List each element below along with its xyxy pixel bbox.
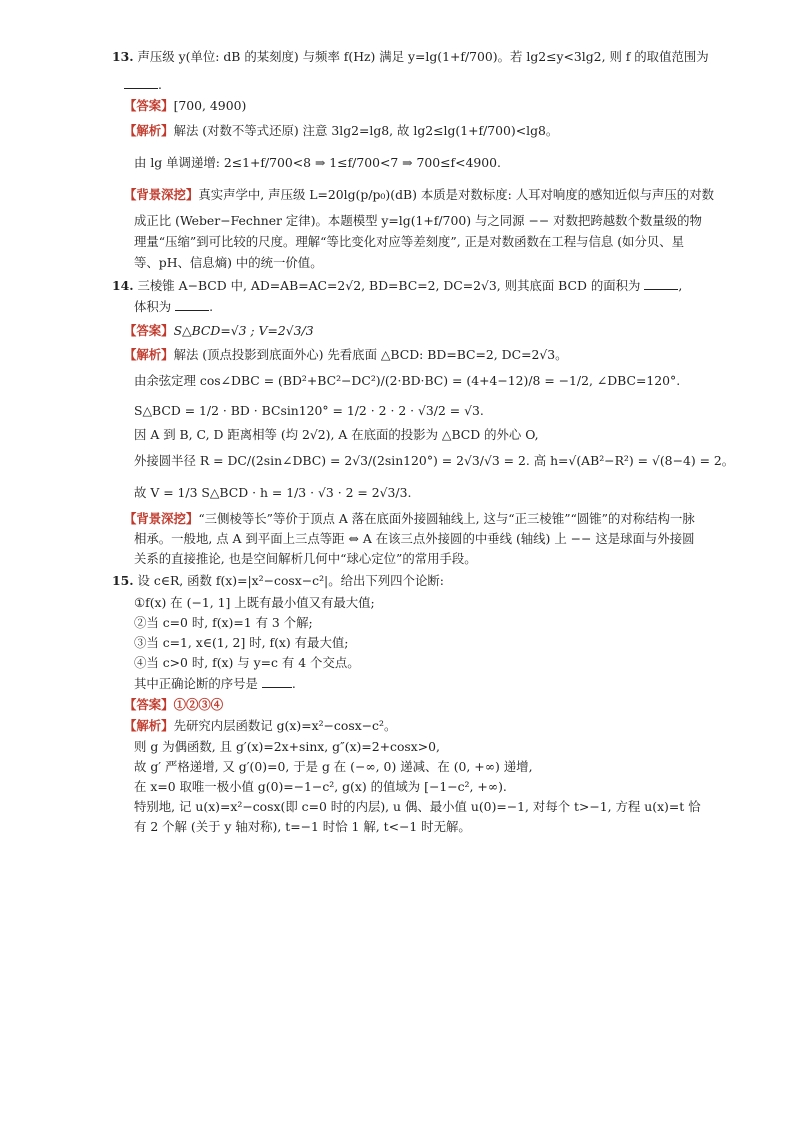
q14-analysis-2: 由余弦定理 cos∠DBC = (BD²+BC²−DC²)/(2·BD·BC) = (4+4−12)/8 = −1/2, ∠DBC=120°. [134, 373, 681, 388]
q15-ask-line: 其中正确论断的序号是 . [134, 676, 296, 691]
q15-analysis-line-2 [134, 738, 440, 756]
q14-area-blank [644, 277, 678, 290]
q14-bg-2: 相承。一般地, 点 A 到平面上三点等距 ⇔ A 在该三点外接圆的中垂线 (轴线) 上 −− 这是球面与外接圆 [134, 531, 695, 546]
q15-analysis-6: 有 2 个解 (关于 y 轴对称), t=−1 时恰 1 解, t<−1 时无解。 [134, 819, 471, 834]
q14-bg-1: “三侧棱等长”等价于顶点 A 落在底面外接圆轴线上, 这与“正三棱锥”“圆锥”的对称结构一脉 [198, 511, 695, 526]
q13-analysis-1: 解法 (对数不等式还原) 注意 3lg2=lg8, 故 lg2≤lg(1+f/700)<lg8。 [173, 123, 559, 138]
q14-bg-line-1 [124, 510, 695, 528]
q13-answer-line [124, 97, 246, 115]
q13-bg-line-4 [134, 254, 323, 272]
q15-number: 15. [112, 573, 134, 588]
q15-analysis-1: 先研究内层函数记 g(x)=x²−cosx−c²。 [173, 718, 397, 733]
q15-analysis-line-1 [124, 717, 396, 735]
q15-item-1: ①f(x) 在 (−1, 1] 上既有最小值又有最大值; [134, 595, 375, 610]
q13-bg-line-1 [124, 186, 714, 204]
q14-number: 14. [112, 278, 134, 293]
q14-analysis-line-4 [134, 426, 539, 444]
q14-bg-line-2 [134, 530, 695, 548]
q13-stem-line [112, 48, 709, 66]
q14-analysis-1: 解法 (顶点投影到底面外心) 先看底面 △BCD: BD=BC=2, DC=2√3。 [173, 347, 568, 362]
q14-analysis-line-3 [134, 402, 484, 420]
q15-analysis-tag: 【解析】 [124, 718, 174, 733]
q14-stem-2: 体积为 [134, 299, 172, 314]
q14-volume-blank [175, 298, 209, 311]
q14-answer: S△BCD=√3 ; V=2√3/3 [173, 323, 314, 338]
q13-analysis-line-2 [134, 154, 501, 172]
q15-answer-tag: 【答案】 [124, 697, 174, 712]
q13-number: 13. [112, 49, 134, 64]
q14-analysis-5: 外接圆半径 R = DC/(2sin∠DBC) = 2√3/(2sin120°) = 2√3/√3 = 2. 高 h=√(AB²−R²) = √(8−4) = 2。 [134, 453, 735, 468]
q15-analysis-4: 在 x=0 取唯一极小值 g(0)=−1−c², g(x) 的值域为 [−1−c², +∞). [134, 779, 507, 794]
q14-bg-line-3 [134, 550, 477, 568]
q13-bg-1: 真实声学中, 声压级 L=20lg(p/p₀)(dB) 本质是对数标度: 人耳对响度的感知近似与声压的对数 [198, 187, 714, 202]
q14-analysis-tag: 【解析】 [124, 347, 174, 362]
q15-answer-line [124, 696, 223, 714]
q14-analysis-line-6 [134, 484, 411, 502]
q15-ask: 其中正确论断的序号是 [134, 676, 258, 691]
q15-answer-blank [262, 675, 292, 688]
q15-stem: 设 c∈R, 函数 f(x)=|x²−cosx−c²|。给出下列四个论断: [137, 573, 444, 588]
q14-analysis-line-1 [124, 346, 568, 364]
q15-analysis-5: 特别地, 记 u(x)=x²−cosx(即 c=0 时的内层), u 偶、最小值 u(0)=−1, 对每个 t>−1, 方程 u(x)=t 恰 [134, 799, 701, 814]
q13-answer-blank [124, 76, 158, 89]
q13-bg-tag: 【背景深挖】 [124, 187, 199, 202]
q15-item-2-line [134, 614, 313, 632]
q14-stem-line-1: 14. 三棱锥 A−BCD 中, AD=AB=AC=2√2, BD=BC=2, DC=2√3, 则其底面 BCD 的面积为 , [112, 278, 683, 293]
q15-item-3: ③当 c=1, x∈(1, 2] 时, f(x) 有最大值; [134, 635, 349, 650]
q15-analysis-line-5 [134, 798, 701, 816]
q13-analysis-tag: 【解析】 [124, 123, 174, 138]
q13-blank-line: . [124, 76, 162, 94]
q14-answer-line [124, 322, 314, 340]
q13-bg-line-3 [134, 233, 684, 251]
q15-item-3-line [134, 634, 348, 652]
q15-analysis-line-4 [134, 778, 507, 796]
q14-stem-line-2: 体积为 . [134, 299, 214, 314]
q15-stem-line [112, 572, 444, 590]
q14-bg-tag: 【背景深挖】 [124, 511, 199, 526]
q13-analysis-2: 由 lg 单调递增: 2≤1+f/700<8 ⇒ 1≤f/700<7 ⇒ 700≤f<4900. [134, 155, 501, 170]
q13-answer-tag: 【答案】 [124, 98, 174, 113]
q13-bg-3: 理量“压缩”到可比较的尺度。理解“等比变化对应等差刻度”, 正是对数函数在工程与信息 (如分贝、星 [134, 234, 685, 249]
q14-analysis-3: S△BCD = 1/2 · BD · BCsin120° = 1/2 · 2 · 2 · √3/2 = √3. [134, 403, 484, 418]
q13-bg-4: 等、pH、信息熵) 中的统一价值。 [134, 255, 323, 270]
q14-analysis-line-5 [134, 452, 734, 470]
q13-stem: 声压级 y(单位: dB 的某刻度) 与频率 f(Hz) 满足 y=lg(1+f/700)。若 lg2≤y<3lg2, 则 f 的取值范围为 [137, 49, 709, 64]
q13-bg-line-2 [134, 212, 702, 230]
q14-stem-1: 三棱锥 A−BCD 中, AD=AB=AC=2√2, BD=BC=2, DC=2√3, 则其底面 BCD 的面积为 [137, 278, 641, 293]
q15-analysis-2: 则 g 为偶函数, 且 g′(x)=2x+sinx, g″(x)=2+cosx>0, [134, 739, 440, 754]
q13-bg-2: 成正比 (Weber−Fechner 定律)。本题模型 y=lg(1+f/700) 与之同源 −− 对数把跨越数个数量级的物 [134, 213, 702, 228]
q15-item-4: ④当 c>0 时, f(x) 与 y=c 有 4 个交点。 [134, 655, 360, 670]
q15-item-4-line [134, 654, 360, 672]
q15-analysis-line-3 [134, 758, 533, 776]
q14-answer-tag: 【答案】 [124, 323, 174, 338]
q14-analysis-6: 故 V = 1/3 S△BCD · h = 1/3 · √3 · 2 = 2√3/3. [134, 485, 412, 500]
q15-analysis-3: 故 g′ 严格递增, 又 g′(0)=0, 于是 g 在 (−∞, 0) 递减、在 (0, +∞) 递增, [134, 759, 533, 774]
q13-answer: [700, 4900) [173, 98, 247, 113]
q15-analysis-line-6 [134, 818, 471, 836]
q13-analysis-line-1 [124, 122, 558, 140]
q15-answer: ①②③④ [173, 697, 224, 712]
q15-item-1-line [134, 594, 375, 612]
q14-analysis-4: 因 A 到 B, C, D 距离相等 (均 2√2), A 在底面的投影为 △BCD 的外心 O, [134, 427, 539, 442]
q14-analysis-line-2 [134, 372, 680, 390]
q14-bg-3: 关系的直接推论, 也是空间解析几何中“球心定位”的常用手段。 [134, 551, 477, 566]
q15-item-2: ②当 c=0 时, f(x)=1 有 3 个解; [134, 615, 313, 630]
